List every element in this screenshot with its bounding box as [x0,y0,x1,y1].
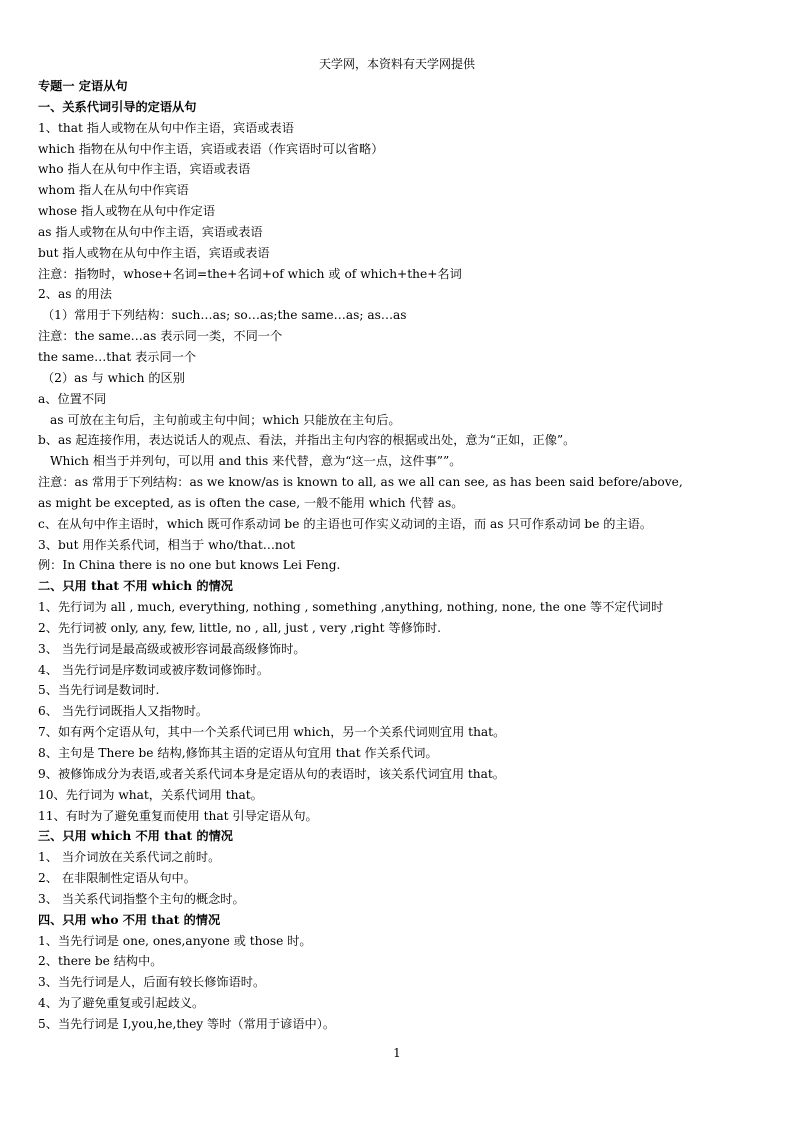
text-line: （1）常用于下列结构：such…as; so…as;the same…as; as…as [42,308,407,323]
section-heading: 专题一 定语从句 [38,79,128,93]
text-line: （2）as 与 which 的区别 [42,370,185,385]
text-line: 3、当先行词是人，后面有较长修饰语时。 [38,975,266,990]
text-line: b、as 起连接作用，表达说话人的观点、看法，并指出主句内容的根据或出处，意为“正如，正像”。 [38,433,576,448]
text-line: the same…that 表示同一个 [38,349,197,364]
text-line: 7、如有两个定语从句，其中一个关系代词已用 which，另一个关系代词则宜用 that。 [38,725,506,740]
text-line: 2、as 的用法 [38,287,112,302]
text-line: 1、先行词为 all , much, everything, nothing , something ,anything, nothing, none, the one 等不定代词时 [38,600,664,615]
section-heading: 四、只用 who 不用 that 的情况 [38,912,221,927]
text-line: 1、 当介词放在关系代词之前时。 [38,850,221,865]
text-line: 1、当先行词是 one, ones,anyone 或 those 时。 [38,933,312,948]
text-line: a、位置不同 [38,391,107,406]
text-line: 4、为了避免重复或引起歧义。 [38,996,205,1011]
text-line: Which 相当于并列句，可以用 and this 来代替，意为“这一点，这件事””。 [50,454,462,469]
text-line: 3、 当先行词是最高级或被形容词最高级修饰时。 [38,641,306,656]
section-heading: 一、关系代词引导的定语从句 [38,99,197,114]
page-number: 1 [393,1046,401,1060]
text-line: as 指人或物在从句中作主语，宾语或表语 [38,224,263,239]
text-line: c、在从句中作主语时，which 既可作系动词 be 的主语也可作实义动词的主语，而 as 只可作系动词 be 的主语。 [38,516,653,531]
page-header: 天学网，本资料有天学网提供 [318,57,475,71]
text-line: 3、 当关系代词指整个主句的概念时。 [38,891,245,906]
text-line: 4、 当先行词是序数词或被序数词修饰时。 [38,662,270,677]
section-heading: 三、只用 which 不用 that 的情况 [38,829,233,844]
text-line: as might be excepted, as is often the case, 一般不能用 which 代替 as。 [38,495,464,510]
text-line: 11、有时为了避免重复而使用 that 引导定语从句。 [38,808,318,823]
text-line: whose 指人或物在从句中作定语 [38,204,216,219]
section-heading: 二、只用 that 不用 which 的情况 [38,579,233,594]
text-line: 2、先行词被 only, any, few, little, no , all, just , very ,right 等修饰时. [38,620,442,635]
text-line: but 指人或物在从句中作主语，宾语或表语 [38,245,270,260]
text-line: 3、but 用作关系代词，相当于 who/that…not [38,537,296,552]
text-line: whom 指人在从句中作宾语 [38,183,189,198]
text-line: 9、被修饰成分为表语,或者关系代词本身是定语从句的表语时，该关系代词宜用 that。 [38,766,505,781]
text-line: 注意：指物时，whose+名词=the+名词+of which 或 of which+the+名词 [38,266,462,281]
text-line: 6、 当先行词既指人又指物时。 [38,704,209,719]
text-line: 例：In China there is no one but knows Lei Feng. [38,558,341,573]
text-line: 10、先行词为 what，关系代词用 that。 [38,787,263,802]
text-line: 1、that 指人或物在从句中作主语，宾语或表语 [38,120,294,135]
text-line: who 指人在从句中作主语，宾语或表语 [38,162,251,177]
text-line: as 可放在主句后，主句前或主句中间；which 只能放在主句后。 [50,412,401,427]
text-line: 2、there be 结构中。 [38,954,163,969]
text-line: 注意：the same…as 表示同一类，不同一个 [38,329,283,344]
text-line: 注意：as 常用于下列结构：as we know/as is known to all, as we all can see, as has been said before/above, [38,475,683,490]
text-line: which 指物在从句中作主语，宾语或表语（作宾语时可以省略） [38,141,384,156]
text-line: 8、主句是 There be 结构,修饰其主语的定语从句宜用 that 作关系代词。 [38,746,438,760]
text-line: 5、当先行词是 I,you,he,they 等时（常用于谚语中）。 [38,1016,336,1031]
text-line: 2、 在非限制性定语从句中。 [38,871,196,886]
text-line: 5、当先行词是数词时. [38,683,160,698]
document-body [38,76,758,1035]
